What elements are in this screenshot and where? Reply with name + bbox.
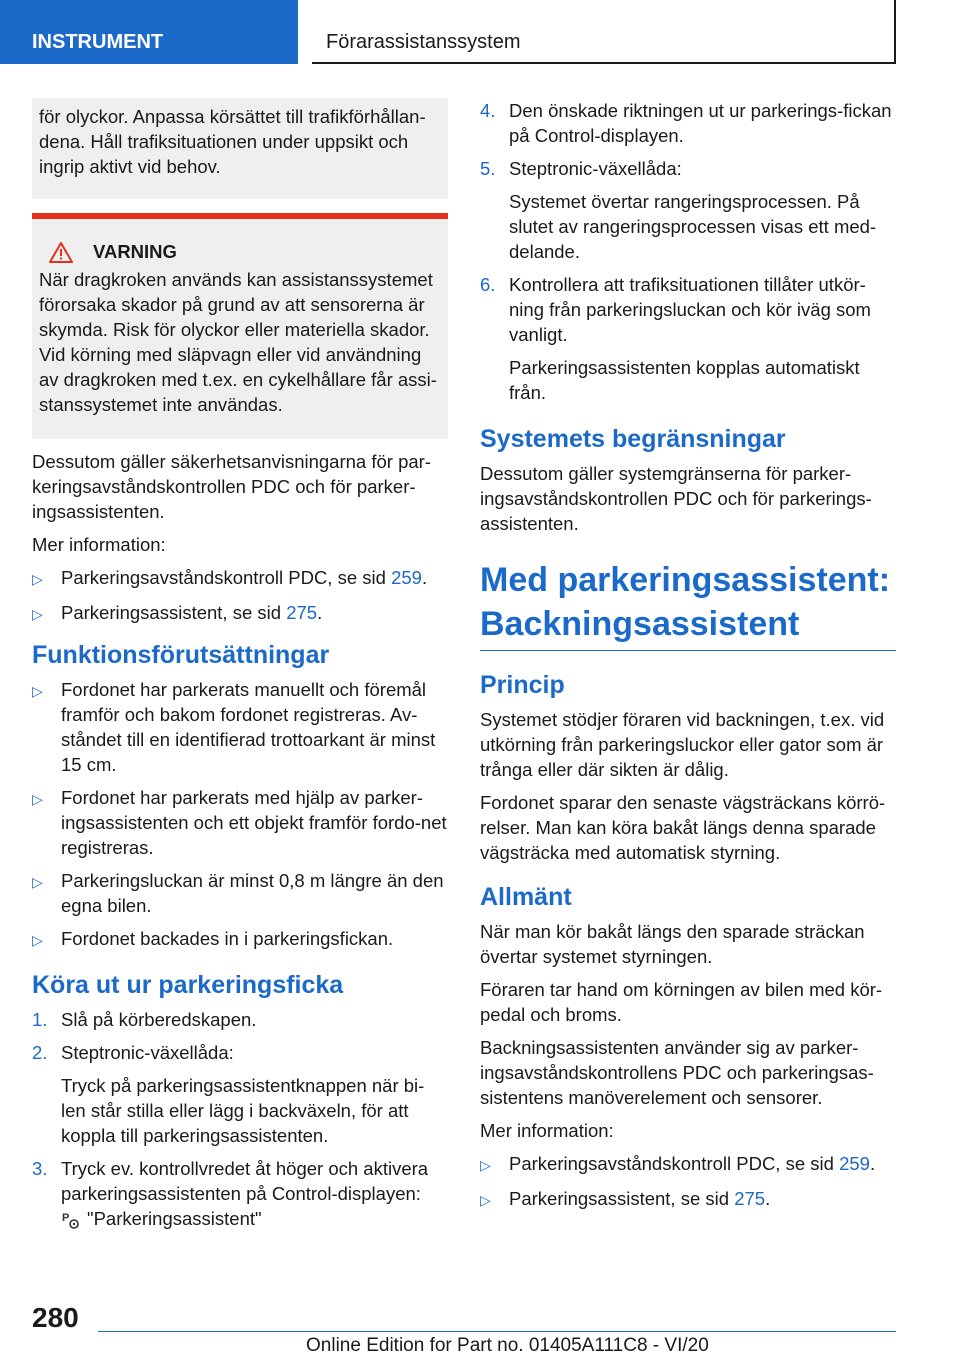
list-item: ▷ Parkeringsassistent, se sid 275. xyxy=(32,600,448,627)
step-number: 2. xyxy=(32,1042,48,1063)
right-column xyxy=(480,98,896,1221)
heading-allmant: Allmänt xyxy=(480,883,572,911)
heading-princip: Princip xyxy=(480,671,565,699)
warning-title: VARNING xyxy=(93,241,177,262)
bullet-triangle-icon: ▷ xyxy=(32,932,43,948)
allmant-text-2: Föraren tar hand om körningen av bilen med kör-pedal och broms. xyxy=(480,979,883,1025)
step-item: 3. Tryck ev. kontrollvredet åt höger och aktivera parkeringsassistenten på Control-displayen: P "Parkeringsassistent" xyxy=(32,1158,429,1229)
heading-funktionsforutsattningar: Funktionsförutsättningar xyxy=(32,641,330,669)
page-link[interactable]: 275 xyxy=(734,1188,766,1209)
continued-note-text: för olyckor. Anpassa körsättet till trafikförhållan-dena. Håll trafiksituationen under uppsikt och ingrip aktivt vid behov. xyxy=(39,106,426,177)
system-limits-text: Dessutom gäller systemgränserna för parker-ingsavståndskontrollen PDC och för parkerings-assistenten. xyxy=(480,463,872,534)
heading-backningsassistent: Backningsassistent xyxy=(480,605,800,643)
parking-assistant-label: "Parkeringsassistent" xyxy=(87,1208,262,1229)
bullet-triangle-icon: ▷ xyxy=(32,571,43,587)
allmant-text-3: Backningsassistenten använder sig av parker-ingsavståndskontrollens PDC och parkeringsas-sistentens manöverelement och sensorer. xyxy=(480,1037,874,1108)
page-link[interactable]: 259 xyxy=(839,1153,870,1174)
step-item: 6. Kontrollera att trafiksituationen tillåter utkör-ning från parkeringsluckan och kör iväg som vanligt. Parkeringsassistenten kopplas automatiskt från. xyxy=(480,274,871,403)
header-chapter: Förarassistanssystem xyxy=(312,0,896,64)
list-item: ▷ Parkeringsavståndskontroll PDC, se sid 259. xyxy=(480,1151,896,1178)
more-info-label: Mer information: xyxy=(480,1120,614,1141)
page-link[interactable]: 275 xyxy=(286,602,318,623)
svg-text:P: P xyxy=(62,1212,70,1225)
step-item: 1. Slå på körberedskapen. xyxy=(32,1009,257,1030)
more-info-label: Mer information: xyxy=(32,534,166,555)
header-section: INSTRUMENT xyxy=(0,0,298,64)
list-item: ▷ Parkeringsluckan är minst 0,8 m längre än den egna bilen. xyxy=(32,870,444,916)
princip-text-1: Systemet stödjer föraren vid backningen, t.ex. vid utkörning från parkeringsluckor eller gator som är trånga eller där sikten är dålig. xyxy=(480,709,885,780)
parking-assistant-icon xyxy=(61,1210,81,1230)
heading-kora-ut: Köra ut ur parkeringsficka xyxy=(32,971,344,999)
heading-med-parkeringsassistent: Med parkeringsassistent: xyxy=(480,561,891,599)
page-link[interactable]: 259 xyxy=(391,567,422,588)
footer-edition: Online Edition for Part no. 01405A111C8 - VI/20 xyxy=(306,1335,709,1356)
list-item: ▷ Fordonet har parkerats manuellt och föremål framför och bakom fordonet registreras. Av-ståndet till en identifierad trottoarkant är minst 15 cm. xyxy=(32,679,436,775)
step-item: 2. Steptronic-växellåda: Tryck på parkeringsassistentknappen när bi-len står stilla eller lägg i backväxeln, för att koppla till parkeringsassistenten. xyxy=(32,1042,425,1146)
warning-triangle-icon xyxy=(49,242,73,263)
step-number: 5. xyxy=(480,158,496,179)
step-number: 4. xyxy=(480,100,496,121)
paragraph-safety: Dessutom gäller säkerhetsanvisningarna för par-keringsavståndskontrollen PDC och för parker-ingsassistenten. xyxy=(32,451,431,522)
continued-note-box xyxy=(32,98,448,199)
list-item: ▷ Fordonet backades in i parkeringsfickan. xyxy=(32,926,448,953)
chapter-heading xyxy=(480,558,896,651)
left-column xyxy=(32,98,448,1239)
step-item: 4. Den önskade riktningen ut ur parkerings-fickan på Control-displayen. xyxy=(480,100,892,146)
list-item: ▷ Parkeringsassistent, se sid 275. xyxy=(480,1186,896,1213)
step-number: 6. xyxy=(480,274,496,295)
bullet-triangle-icon: ▷ xyxy=(32,606,43,622)
warning-text: När dragkroken används kan assistanssystemet förorsaka skador på grund av att sensorerna är skymda. Risk för olyckor eller materiella skador. Vid körning med släpvagn eller vid användning av dragkroken med t.ex. en cykelhållare får assi-stanssystemet inte användas. xyxy=(39,269,437,415)
step-number: 3. xyxy=(32,1158,48,1179)
list-item: ▷ Fordonet har parkerats med hjälp av parker-ingsassistenten och ett objekt framför fordo-net registreras. xyxy=(32,787,447,858)
list-item: ▷ Parkeringsavståndskontroll PDC, se sid 259. xyxy=(32,565,448,592)
bullet-triangle-icon: ▷ xyxy=(32,791,43,807)
bullet-triangle-icon: ▷ xyxy=(480,1157,491,1173)
heading-systemets-begransningar: Systemets begränsningar xyxy=(480,425,786,453)
princip-text-2: Fordonet sparar den senaste vägsträckans körrö-relser. Man kan köra bakåt längs denna sparade vägsträcka med automatisk styrning. xyxy=(480,792,886,863)
page-number: 280 xyxy=(32,1302,79,1333)
bullet-triangle-icon: ▷ xyxy=(480,1192,491,1208)
allmant-text-1: När man kör bakåt längs den sparade sträckan övertar systemet styrningen. xyxy=(480,921,865,967)
warning-box xyxy=(32,213,448,439)
bullet-triangle-icon: ▷ xyxy=(32,683,43,699)
bullet-triangle-icon: ▷ xyxy=(32,874,43,890)
step-item: 5. Steptronic-växellåda: Systemet övertar rangeringsprocessen. På slutet av rangeringsprocessen visas ett med-delande. xyxy=(480,158,877,262)
step-number: 1. xyxy=(32,1009,48,1030)
